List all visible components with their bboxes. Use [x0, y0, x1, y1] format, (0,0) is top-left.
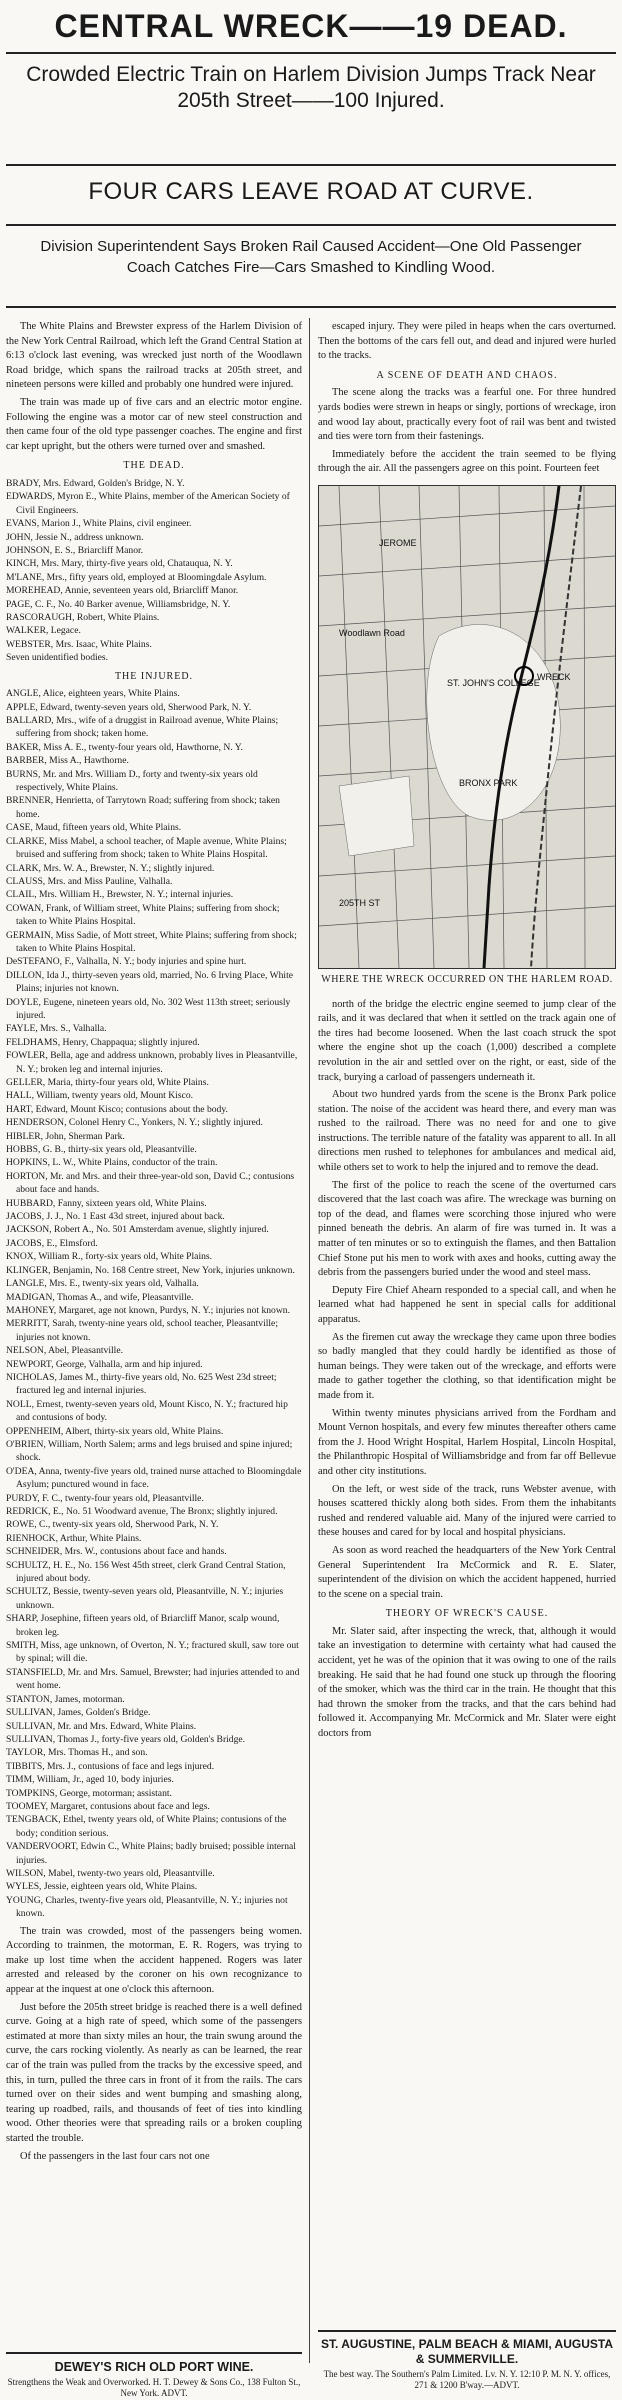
- injured-entry: ANGLE, Alice, eighteen years, White Plains.: [6, 688, 180, 700]
- dead-entry: WALKER, Legace.: [6, 625, 81, 637]
- right-column: [318, 320, 616, 2320]
- paragraph: The White Plains and Brewster express of the Harlem Division of the New York Central Railroad, which left the Grand Central Station at 6:13 o'clock last evening, was wrecked just north of the Woodlawn Road bridge, which spans the railroad tracks at 205th street, and nineteen persons were killed and probably one hundred were injured.: [6, 321, 302, 391]
- wreck-map: [318, 485, 616, 969]
- injured-entry: TIMM, William, Jr., aged 10, body injuries.: [6, 1774, 174, 1786]
- injured-entry: FAYLE, Mrs. S., Valhalla.: [6, 1023, 107, 1035]
- injured-entry: CLAUSS, Mrs. and Miss Pauline, Valhalla.: [6, 875, 173, 887]
- ad-right-body: The best way. The Southern's Palm Limited. Lv. N. Y. 12:10 P. M. N. Y. offices, 271 & 1200 B'way.—ADVT.: [323, 2369, 611, 2390]
- injured-entry: BURNS, Mr. and Mrs. William D., forty and twenty-six years old respectively, White Plains.: [6, 768, 258, 794]
- headline: CENTRAL WRECK——19 DEAD.: [54, 8, 568, 44]
- injured-entry: STANTON, James, motorman.: [6, 1693, 125, 1705]
- dead-entry: MOREHEAD, Annie, seventeen years old, Briarcliff Manor.: [6, 585, 239, 597]
- ad-right-rule: [318, 2330, 616, 2332]
- paragraph: The train was crowded, most of the passengers being women. According to trainmen, the motorman, E. R. Rogers, was trying to make up lost time when the accident happened. Rogers was later arrested and released by the coroner on his own recognizance to appear at the inquest at one o'clock this afternoon.: [6, 1925, 302, 1995]
- injured-list: [6, 687, 302, 1920]
- injured-entry: FELDHAMS, Henry, Chappaqua; slightly injured.: [6, 1036, 200, 1048]
- paragraph: escaped injury. They were piled in heaps when the cars overturned. Then the bottoms of the cars fell out, and dead and injured were hurled to the tracks.: [318, 321, 616, 362]
- injured-entry: SULLIVAN, James, Golden's Bridge.: [6, 1707, 151, 1719]
- injured-entry: HIBLER, John, Sherman Park.: [6, 1130, 125, 1142]
- injured-entry: DeSTEFANO, F., Valhalla, N. Y.; body injuries and spine hurt.: [6, 956, 247, 968]
- map-label: WRECK: [537, 671, 571, 682]
- injured-entry: HOBBS, G. B., thirty-six years old, Pleasantville.: [6, 1144, 197, 1156]
- injured-entry: TIBBITS, Mrs. J., contusions of face and legs injured.: [6, 1760, 215, 1772]
- ad-right-title: ST. AUGUSTINE, PALM BEACH & MIAMI, AUGUSTA & SUMMERVILLE.: [321, 2337, 613, 2366]
- dead-entry: RASCORAUGH, Robert, White Plains.: [6, 612, 160, 623]
- injured-entry: HORTON, Mr. and Mrs. and their three-year-old son, David C.; contusions about face and hands.: [6, 1170, 295, 1196]
- left-intro: [6, 320, 302, 454]
- theory-heading: THEORY OF WRECK'S CAUSE.: [385, 1608, 549, 1620]
- deck: Division Superintendent Says Broken Rail Caused Accident—One Old Passenger Coach Catches Fire—Cars Smashed to Kindling Wood.: [40, 238, 582, 276]
- injured-entry: BAKER, Miss A. E., twenty-four years old, Hawthorne, N. Y.: [6, 741, 243, 753]
- dead-entry: M'LANE, Mrs., fifty years old, employed at Bloomingdale Asylum.: [6, 571, 267, 583]
- injured-entry: TENGBACK, Ethel, twenty years old, of White Plains; contusions of the body; condition serious.: [6, 1814, 287, 1839]
- injured-entry: O'BRIEN, William, North Salem; arms and legs bruised and spine injured; shock.: [6, 1438, 293, 1464]
- theory-text: [318, 1625, 616, 1742]
- injured-entry: SULLIVAN, Mr. and Mrs. Edward, White Plains.: [6, 1720, 197, 1732]
- injured-entry: SCHNEIDER, Mrs. W., contusions about face and hands.: [6, 1546, 227, 1558]
- injured-entry: BRENNER, Henrietta, of Tarrytown Road; suffering from shock; taken home.: [6, 795, 280, 820]
- dead-entry: EVANS, Marion J., White Plains, civil engineer.: [6, 518, 192, 530]
- injured-entry: HOPKINS, L. W., White Plains, conductor of the train.: [6, 1157, 218, 1169]
- injured-entry: LANGLE, Mrs. E., twenty-six years old, Valhalla.: [6, 1278, 199, 1290]
- injured-entry: PURDY, F. C., twenty-four years old, Pleasantville.: [6, 1492, 204, 1504]
- injured-entry: HALL, William, twenty years old, Mount Kisco.: [6, 1090, 194, 1102]
- injured-entry: JACOBS, E., Elmsford.: [6, 1237, 98, 1249]
- injured-entry: CLARKE, Miss Mabel, a school teacher, of Maple avenue, White Plains; bruised and suffering from shock; taken to White Plains Hospital.: [6, 835, 287, 861]
- dead-entry: Seven unidentified bodies.: [6, 652, 109, 664]
- paragraph: The scene along the tracks was a fearful one. For three hundred yards bodies were strewn in heaps or singly, portions of wreckage, iron and wood lay about, practically every foot of rail was bent and twisted and ties were torn from their fastenings.: [318, 387, 616, 443]
- column-separator: [309, 318, 310, 2363]
- paragraph: Mr. Slater said, after inspecting the wreck, that, although it would take an investigation to determine with certainty what had caused the accident, yet he was of the opinion that it was owing to one of the rails breaking. He said that he had found one stuck up through the flooring of the smoker, which was the third car in the train. He thought that this had thrown the smoker from the tracks, and that the cars behind had followed it. Accompanying Mr. McCormick and Mr. Slater were eight doctors from: [318, 1625, 616, 1740]
- dead-entry: EDWARDS, Myron E., White Plains, member of the American Society of Civil Engineers.: [6, 491, 290, 516]
- injured-entry: SMITH, Miss, age unknown, of Overton, N. Y.; fractured skull, saw tore out by spinal; will die.: [6, 1640, 299, 1665]
- scene-text: [318, 386, 616, 477]
- section-rule: [6, 224, 616, 226]
- injured-entry: BARBER, Miss A., Hawthorne.: [6, 755, 129, 767]
- injured-entry: JACOBS, J. J., No. 1 East 43d street, injured about back.: [6, 1211, 225, 1223]
- dead-list: [6, 477, 302, 665]
- dead-entry: JOHNSON, E. S., Briarcliff Manor.: [6, 544, 144, 556]
- paragraph: The first of the police to reach the scene of the overturned cars discovered that the last coach was afire. The wreckage was burning on top of the dead, and flames were scorching those injured who were pinned beneath the debris. An alarm of fire was turned in. It was a matter of ten minutes or so to extinguish the flames, and then Battalion Chief Stone put his men to work with axes and hooks, cutting away the debris from the passengers buried under the wood and steel mass.: [318, 1179, 616, 1279]
- scene-heading: A SCENE OF DEATH AND CHAOS.: [376, 369, 558, 381]
- injured-entry: SHARP, Josephine, fifteen years old, of Briarcliff Manor, scalp wound, broken leg.: [6, 1613, 280, 1638]
- injured-entry: JACKSON, Robert A., No. 501 Amsterdam avenue, slightly injured.: [6, 1224, 269, 1236]
- injured-entry: KNOX, William R., forty-six years old, White Plains.: [6, 1251, 213, 1263]
- subheadline-rule: [6, 164, 616, 166]
- injured-entry: ROWE, C., twenty-six years old, Sherwood Park, N. Y.: [6, 1519, 219, 1531]
- injured-entry: STANSFIELD, Mr. and Mrs. Samuel, Brewster; had injuries attended to and went home.: [6, 1666, 300, 1692]
- injured-entry: DILLON, Ida J., thirty-seven years old, married, No. 6 Irving Place, White Plains; injuries not known.: [6, 969, 294, 995]
- injured-entry: GELLER, Maria, thirty-four years old, White Plains.: [6, 1077, 209, 1088]
- paragraph: Immediately before the accident the train seemed to be flying through the air. All the passengers agree on this point. Fourteen feet: [318, 448, 616, 475]
- injured-entry: TOMPKINS, George, motorman; assistant.: [6, 1787, 172, 1799]
- injured-entry: MAHONEY, Margaret, age not known, Purdys, N. Y.; injuries not known.: [6, 1304, 290, 1316]
- injured-entry: FOWLER, Bella, age and address unknown, probably lives in Pleasantville, N. Y.; broken leg and internal injuries.: [6, 1050, 298, 1075]
- headline-rule: [6, 52, 616, 54]
- injured-entry: TOOMEY, Margaret, contusions about face and legs.: [6, 1800, 210, 1812]
- map-caption: WHERE THE WRECK OCCURRED ON THE HARLEM ROAD.: [321, 973, 613, 985]
- subheadline: Crowded Electric Train on Harlem Division Jumps Track Near 205th Street——100 Injured.: [26, 63, 596, 112]
- dead-entry: BRADY, Mrs. Edward, Golden's Bridge, N. Y.: [6, 477, 185, 489]
- injured-entry: CLAIL, Mrs. William H., Brewster, N. Y.; internal injuries.: [6, 889, 234, 901]
- ad-left-title: DEWEY'S RICH OLD PORT WINE.: [54, 2360, 254, 2374]
- map-label: ST. JOHN'S COLLEGE: [447, 677, 540, 688]
- injured-entry: NELSON, Abel, Pleasantville.: [6, 1345, 123, 1357]
- paragraph: As soon as word reached the headquarters of the New York Central General Superintendent Ira McCormick and R. E. Slater, superintendent of the division on which the accident happened, hurried to the scene on a special train.: [318, 1544, 616, 1600]
- ad-left-body: Strengthens the Weak and Overworked. H. T. Dewey & Sons Co., 138 Fulton St., New York. ADVT.: [7, 2377, 301, 2398]
- dead-entry: WEBSTER, Mrs. Isaac, White Plains.: [6, 638, 152, 650]
- injured-entry: NEWPORT, George, Valhalla, arm and hip injured.: [6, 1358, 203, 1370]
- injured-entry: CLARK, Mrs. W. A., Brewster, N. Y.; slightly injured.: [6, 862, 215, 874]
- street-map-drawing: [319, 486, 615, 968]
- paragraph: Within twenty minutes physicians arrived from the Fordham and Mount Vernon hospitals, and every few minutes thereafter others came from the J. Hood Wright Hospital, Harlem Hospital, Lincoln Hospital, the Philanthropic Hospital of Williamsbridge and from far off Bellevue and other city institutions.: [318, 1407, 616, 1477]
- injured-entry: HENDERSON, Colonel Henry C., Yonkers, N. Y.; slightly injured.: [6, 1117, 263, 1129]
- paragraph: The train was made up of five cars and an electric motor engine. Following the engine was a motor car of new steel construction and then came four of the old type passenger coaches. The engine and first car kept upright, but the others were turned over and smashed.: [6, 396, 302, 452]
- dead-entry: KINCH, Mrs. Mary, thirty-five years old, Chatauqua, N. Y.: [6, 558, 233, 570]
- injured-entry: APPLE, Edward, twenty-seven years old, Sherwood Park, N. Y.: [6, 701, 252, 713]
- injured-entry: RIENHOCK, Arthur, White Plains.: [6, 1532, 142, 1544]
- map-label: JEROME: [379, 537, 417, 548]
- injured-entry: NOLL, Ernest, twenty-seven years old, Mount Kisco, N. Y.; fractured hip and contusions of body.: [6, 1398, 288, 1424]
- injured-heading: THE INJURED.: [114, 670, 194, 682]
- injured-entry: SCHULTZ, Bessie, twenty-seven years old, Pleasantville, N. Y.; injuries unknown.: [6, 1586, 284, 1611]
- injured-entry: GERMAIN, Miss Sadie, of Mott street, White Plains; suffering from shock; taken to White Plains Hospital.: [6, 929, 297, 954]
- injured-entry: REDRICK, E., No. 51 Woodward avenue, The Bronx; slightly injured.: [6, 1506, 278, 1517]
- injured-entry: TAYLOR, Mrs. Thomas H., and son.: [6, 1747, 148, 1759]
- injured-entry: NICHOLAS, James M., thirty-five years old, No. 625 West 23d street; fractured leg and internal injuries.: [6, 1371, 277, 1397]
- injured-entry: DOYLE, Eugene, nineteen years old, No. 302 West 113th street; seriously injured.: [6, 996, 291, 1021]
- right-opening: [318, 320, 616, 364]
- injured-entry: SULLIVAN, Thomas J., forty-five years old, Golden's Bridge.: [6, 1733, 246, 1745]
- after-map-text: [318, 998, 616, 1603]
- paragraph: north of the bridge the electric engine seemed to jump clear of the rails, and it was declared that when it settled on the track again one of the tires had become loosened. When the last coach struck the spot where the engine shot up the coach (1,000) described a complete revolution in the air and settled over on the right, or east, side of the track, burying a carload of passengers underneath it.: [318, 998, 616, 1083]
- left-column: [6, 320, 302, 2320]
- injured-entry: COWAN, Frank, of William street, White Plains; suffering from shock; taken to White Plains Hospital.: [6, 902, 280, 928]
- map-label: Woodlawn Road: [339, 627, 405, 638]
- injured-entry: WYLES, Jessie, eighteen years old, White Plains.: [6, 1881, 198, 1893]
- injured-entry: OPPENHEIM, Albert, thirty-six years old, White Plains.: [6, 1425, 224, 1437]
- paragraph: As the firemen cut away the wreckage they came upon three bodies so badly mangled that they could hardly be identified as those of human beings. They were taken out of the wreckage, and efforts were made to gather together the clothing, so that identification might be made from it.: [318, 1331, 616, 1401]
- dead-entry: JOHN, Jessie N., address unknown.: [6, 531, 144, 543]
- paragraph: Deputy Fire Chief Ahearn responded to a special call, and when he learned what had happened he sent in special calls for additional apparatus.: [318, 1284, 616, 1325]
- injured-entry: YOUNG, Charles, twenty-five years old, Pleasantville, N. Y.; injuries not known.: [6, 1894, 288, 1920]
- ad-left-rule: [6, 2352, 302, 2354]
- injured-entry: MERRITT, Sarah, twenty-nine years old, school teacher, Pleasantville; injuries not known.: [6, 1318, 278, 1343]
- injured-entry: WILSON, Mabel, twenty-two years old, Pleasantville.: [6, 1867, 215, 1879]
- map-label: BRONX PARK: [459, 777, 518, 788]
- section-headline: FOUR CARS LEAVE ROAD AT CURVE.: [88, 178, 534, 205]
- injured-entry: SCHULTZ, H. E., No. 156 West 45th street, clerk Grand Central Station, injured about body.: [6, 1559, 286, 1585]
- injured-entry: MADIGAN, Thomas A., and wife, Pleasantville.: [6, 1291, 194, 1303]
- injured-entry: BALLARD, Mrs., wife of a druggist in Railroad avenue, White Plains; suffering from shock; taken home.: [6, 715, 279, 740]
- dead-entry: PAGE, C. F., No. 40 Barker avenue, Williamsbridge, N. Y.: [6, 598, 231, 610]
- map-label: 205TH ST: [339, 897, 381, 908]
- deck-rule: [6, 306, 616, 308]
- paragraph: About two hundred yards from the scene is the Bronx Park police station. The noise of the accident was heard there, and every man was rushed to the railroad. There was no need for and one to give instructions. The terrible nature of the fatality was apparent to all. In all directions men rushed to telephones for ambulances and medical aid, while others set to work to help the injured and to remove the dead.: [318, 1089, 616, 1174]
- left-closing: [6, 1925, 302, 2165]
- dead-heading: THE DEAD.: [123, 460, 185, 472]
- injured-entry: HUBBARD, Fanny, sixteen years old, White Plains.: [6, 1197, 207, 1209]
- paragraph: Just before the 205th street bridge is reached there is a well defined curve. Going at a high rate of speed, which some of the passengers estimated at more than sixty miles an hour, the train swung around the curve, the cars rocking violently. As nearly as can be learned, the rear car of the train was pulled from the tracks by the excessive speed, and this, in turn, pulled the three cars in front of it from the rails. The cars turned over on their sides and went bumping and smashing along, tearing up roadbed, rails, and thousands of feet of ties into kindling wood. Other theories were that spreading rails or a broken coupling started the trouble.: [6, 2001, 302, 2144]
- injured-entry: KLINGER, Benjamin, No. 168 Centre street, New York, injuries unknown.: [6, 1264, 295, 1276]
- injured-entry: HART, Edward, Mount Kisco; contusions about the body.: [6, 1103, 228, 1115]
- paragraph: On the left, or west side of the track, runs Webster avenue, with houses scattered thickly along both sides. From them the inhabitants rushed and rendered valuable aid. Many of the injured were carried to these houses and cared for by local and hospital physicians.: [318, 1483, 616, 1539]
- paragraph: Of the passengers in the last four cars not one: [20, 2150, 210, 2162]
- injured-entry: VANDERVOORT, Edwin C., White Plains; badly bruised; possible internal injuries.: [6, 1841, 296, 1866]
- injured-entry: CASE, Maud, fifteen years old, White Plains.: [6, 822, 182, 834]
- injured-entry: O'DEA, Anna, twenty-five years old, trained nurse attached to Bloomingdale Asylum; punctured wound in face.: [6, 1465, 302, 1491]
